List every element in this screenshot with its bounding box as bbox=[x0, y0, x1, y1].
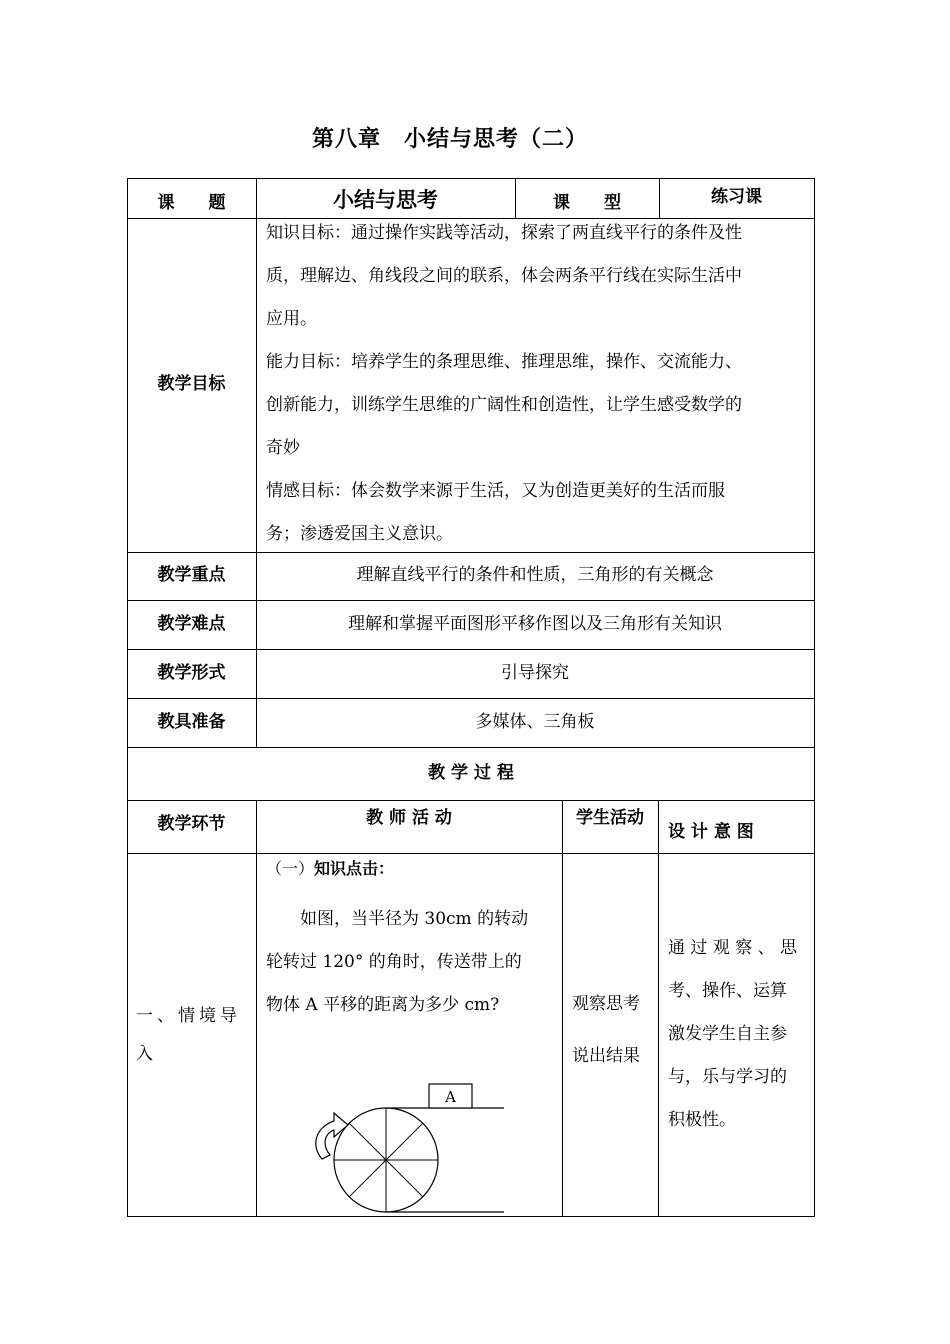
teacher-line-3: 物体 A 平移的距离为多少 cm? bbox=[266, 995, 500, 1015]
form-label: 教学形式 bbox=[157, 663, 226, 683]
difficulties-label: 教学难点 bbox=[157, 614, 226, 634]
form-value: 引导探究 bbox=[501, 663, 569, 683]
tools-label: 教具准备 bbox=[157, 712, 226, 732]
ability-line-3: 奇妙 bbox=[266, 438, 300, 458]
difficulties-value: 理解和掌握平面图形平移作图以及三角形有关知识 bbox=[348, 614, 722, 634]
ability-line-1: 能力目标：培养学生的条理思维、推理思维，操作、交流能力、 bbox=[266, 352, 742, 372]
process-header: 教 学 过 程 bbox=[428, 763, 514, 783]
student-activity: 观察思考 说出结果 bbox=[572, 994, 640, 1066]
topic-value: 小结与思考 bbox=[333, 188, 438, 212]
objectives-label: 教学目标 bbox=[157, 374, 226, 394]
emotion-line-2: 务；渗透爱国主义意识。 bbox=[266, 524, 453, 544]
knowledge-heading: （一）知识点击： bbox=[266, 859, 395, 878]
teacher-line-1: 如图，当半径为 30cm 的转动 bbox=[300, 909, 529, 929]
key-points-value: 理解直线平行的条件和性质，三角形的有关概念 bbox=[356, 565, 714, 585]
col-stage: 教学环节 bbox=[157, 814, 226, 834]
tools-value: 多媒体、三角板 bbox=[475, 712, 595, 732]
page-title: 第八章 小结与思考（二） bbox=[311, 127, 588, 152]
col-student: 学生活动 bbox=[576, 808, 644, 828]
teacher-activity bbox=[266, 858, 556, 1027]
col-design: 设 计 意 图 bbox=[668, 822, 754, 842]
design-intent: 通 过 观 察 、 思 考、操作、运算 激发学生自主参 与，乐与学习的 积极性。 bbox=[668, 938, 798, 1130]
objectives-content bbox=[266, 212, 806, 556]
teacher-line-2: 轮转过 120° 的角时，传送带上的 bbox=[266, 952, 522, 972]
type-value: 练习课 bbox=[711, 187, 762, 207]
conveyor-wheel-figure bbox=[300, 1075, 510, 1215]
emotion-line-1: 情感目标：体会数学来源于生活，又为创造更美好的生活而服 bbox=[266, 481, 725, 501]
knowledge-line-3: 应用。 bbox=[266, 309, 317, 329]
key-points-label: 教学重点 bbox=[157, 565, 226, 585]
knowledge-line-2: 质，理解边、角线段之间的联系，体会两条平行线在实际生活中 bbox=[266, 266, 742, 286]
object-a-label: A bbox=[445, 1088, 456, 1106]
topic-label: 课 题 bbox=[157, 193, 226, 213]
col-teacher: 教 师 活 动 bbox=[366, 808, 452, 828]
type-label: 课 型 bbox=[553, 193, 621, 213]
knowledge-line-1: 知识目标：通过操作实践等活动，探索了两直线平行的条件及性 bbox=[266, 223, 742, 243]
stage1-label: 一、情境导 入 bbox=[136, 1006, 241, 1064]
ability-line-2: 创新能力，训练学生思维的广阔性和创造性，让学生感受数学的 bbox=[266, 395, 742, 415]
